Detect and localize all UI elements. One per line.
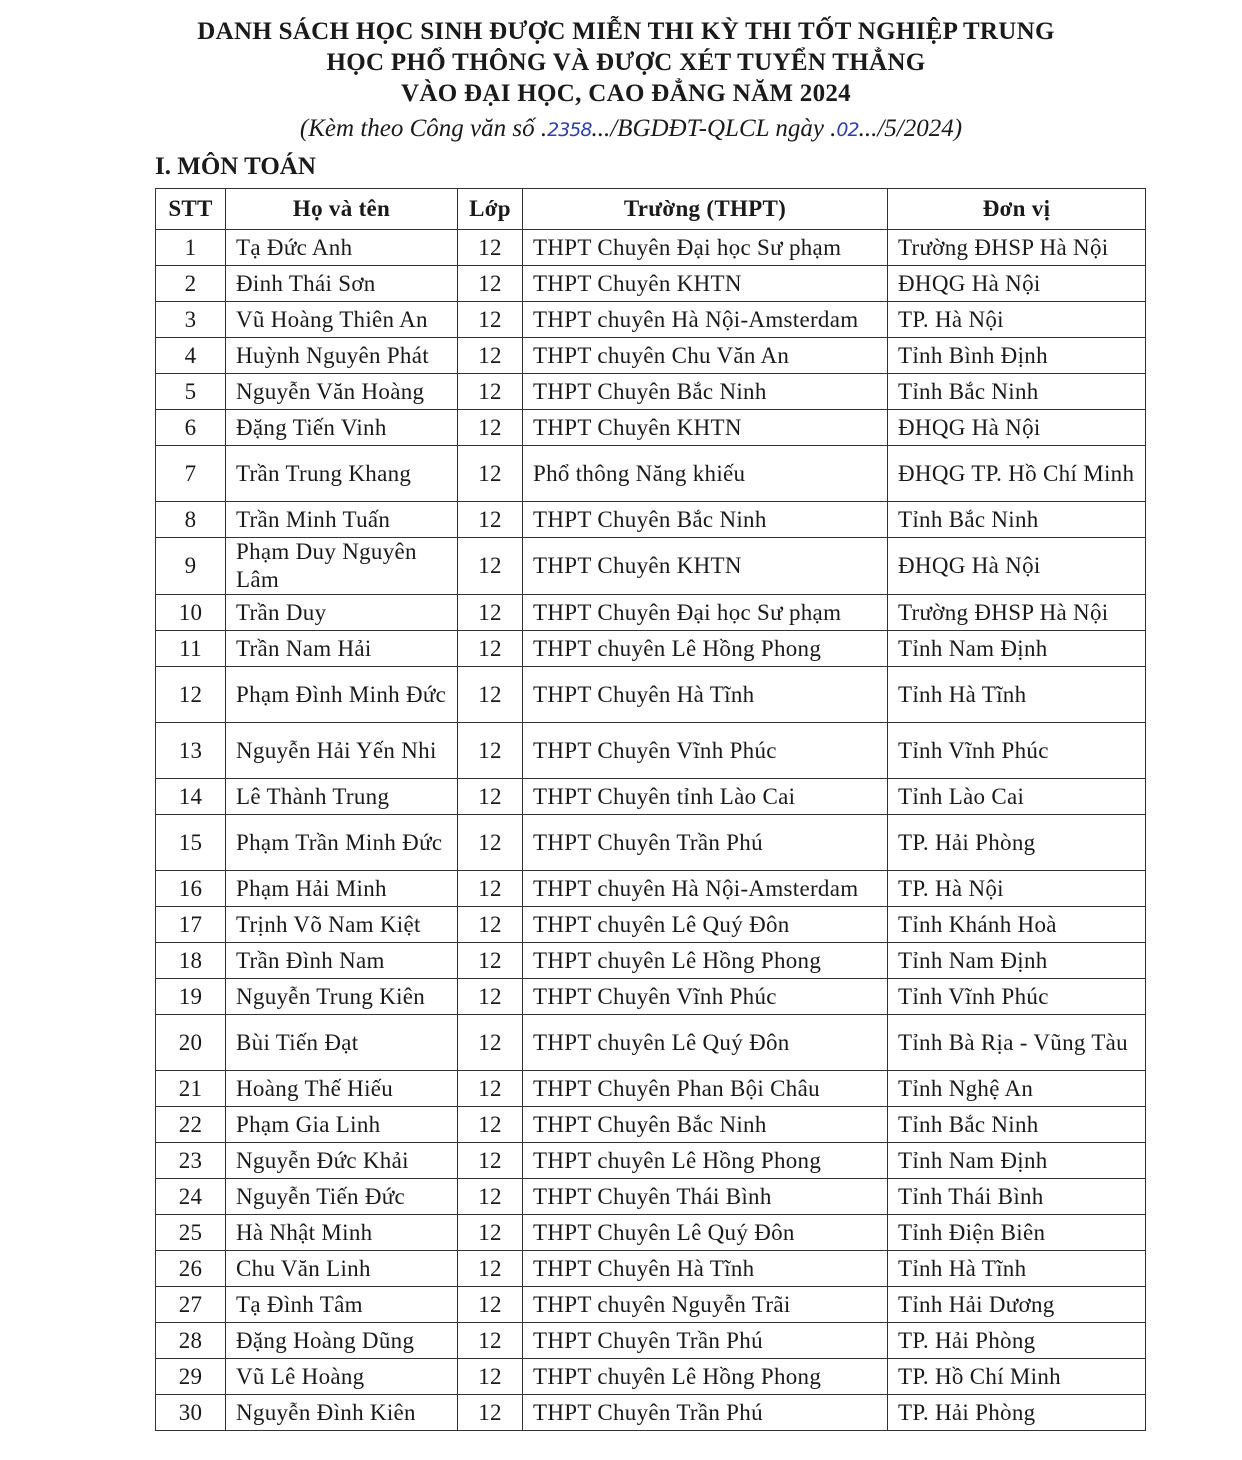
cell-unit: Tỉnh Khánh Hoà [888,907,1146,943]
header-unit: Đơn vị [888,189,1146,230]
cell-school: THPT Chuyên Trần Phú [523,1323,888,1359]
handwritten-doc-number: 2358 [547,119,592,141]
cell-school: THPT Chuyên Trần Phú [523,815,888,871]
header-stt: STT [156,189,226,230]
cell-name: Nguyễn Văn Hoàng [226,374,458,410]
cell-stt: 27 [156,1287,226,1323]
cell-unit: Tỉnh Bình Định [888,338,1146,374]
cell-unit: TP. Hà Nội [888,302,1146,338]
cell-stt: 21 [156,1071,226,1107]
cell-school: THPT Chuyên Đại học Sư phạm [523,230,888,266]
table-row [156,631,1146,667]
cell-unit: Trường ĐHSP Hà Nội [888,230,1146,266]
table-row [156,907,1146,943]
cell-unit: ĐHQG Hà Nội [888,266,1146,302]
cell-grade: 12 [458,779,523,815]
cell-unit: Tỉnh Bà Rịa - Vũng Tàu [888,1015,1146,1071]
cell-school: THPT chuyên Hà Nội-Amsterdam [523,871,888,907]
cell-name: Trịnh Võ Nam Kiệt [226,907,458,943]
cell-stt: 22 [156,1107,226,1143]
cell-grade: 12 [458,815,523,871]
cell-stt: 3 [156,302,226,338]
cell-unit: TP. Hải Phòng [888,815,1146,871]
cell-stt: 9 [156,538,226,595]
table-row [156,1071,1146,1107]
cell-name: Lê Thành Trung [226,779,458,815]
cell-school: THPT Chuyên Thái Bình [523,1179,888,1215]
cell-unit: ĐHQG TP. Hồ Chí Minh [888,446,1146,502]
cell-stt: 7 [156,446,226,502]
header-school: Trường (THPT) [523,189,888,230]
cell-school: THPT chuyên Lê Hồng Phong [523,1143,888,1179]
title-line-2: HỌC PHỔ THÔNG VÀ ĐƯỢC XÉT TUYỂN THẲNG [326,49,926,76]
cell-name: Đặng Tiến Vinh [226,410,458,446]
cell-unit: Tỉnh Hà Tĩnh [888,667,1146,723]
cell-grade: 12 [458,1179,523,1215]
header-name: Họ và tên [226,189,458,230]
cell-grade: 12 [458,1359,523,1395]
cell-unit: Tỉnh Vĩnh Phúc [888,723,1146,779]
cell-grade: 12 [458,943,523,979]
cell-school: THPT Chuyên Bắc Ninh [523,502,888,538]
table-row [156,502,1146,538]
table-row [156,302,1146,338]
cell-school: THPT chuyên Lê Hồng Phong [523,1359,888,1395]
cell-grade: 12 [458,1071,523,1107]
cell-unit: ĐHQG Hà Nội [888,410,1146,446]
cell-school: THPT chuyên Lê Quý Đôn [523,907,888,943]
cell-name: Phạm Gia Linh [226,1107,458,1143]
cell-grade: 12 [458,631,523,667]
cell-school: THPT Chuyên KHTN [523,538,888,595]
cell-name: Phạm Đình Minh Đức [226,667,458,723]
cell-school: THPT chuyên Lê Hồng Phong [523,631,888,667]
cell-stt: 23 [156,1143,226,1179]
cell-unit: Tỉnh Bắc Ninh [888,502,1146,538]
cell-stt: 14 [156,779,226,815]
cell-unit: TP. Hải Phòng [888,1395,1146,1431]
table-header-row [156,189,1146,230]
title-line-1: DANH SÁCH HỌC SINH ĐƯỢC MIỄN THI KỲ THI TỐT NGHIỆP TRUNG [197,18,1055,45]
subtitle-prefix: (Kèm theo Công văn số . [299,115,548,142]
cell-unit: Tỉnh Nam Định [888,631,1146,667]
cell-grade: 12 [458,410,523,446]
table-row [156,1287,1146,1323]
student-table [155,188,1146,1431]
cell-name: Vũ Hoàng Thiên An [226,302,458,338]
cell-school: THPT chuyên Chu Văn An [523,338,888,374]
cell-stt: 2 [156,266,226,302]
cell-school: THPT chuyên Lê Hồng Phong [523,943,888,979]
cell-grade: 12 [458,723,523,779]
cell-unit: Tỉnh Nam Định [888,1143,1146,1179]
cell-school: THPT Chuyên KHTN [523,266,888,302]
cell-stt: 26 [156,1251,226,1287]
cell-grade: 12 [458,1107,523,1143]
cell-name: Trần Minh Tuấn [226,502,458,538]
cell-school: THPT Chuyên Vĩnh Phúc [523,979,888,1015]
cell-name: Huỳnh Nguyên Phát [226,338,458,374]
table-body [156,230,1146,1431]
cell-unit: Tỉnh Điện Biên [888,1215,1146,1251]
cell-stt: 28 [156,1323,226,1359]
cell-stt: 5 [156,374,226,410]
handwritten-day: 02 [836,119,859,141]
cell-grade: 12 [458,1015,523,1071]
cell-unit: Tỉnh Bắc Ninh [888,1107,1146,1143]
cell-grade: 12 [458,979,523,1015]
table-row [156,410,1146,446]
table-row [156,1107,1146,1143]
cell-name: Trần Đình Nam [226,943,458,979]
cell-grade: 12 [458,374,523,410]
cell-grade: 12 [458,230,523,266]
table-row [156,1323,1146,1359]
cell-stt: 17 [156,907,226,943]
document-title [0,16,1242,109]
table-row [156,871,1146,907]
cell-unit: TP. Hải Phòng [888,1323,1146,1359]
cell-stt: 4 [156,338,226,374]
table-row [156,1359,1146,1395]
cell-unit: Tỉnh Nam Định [888,943,1146,979]
cell-grade: 12 [458,502,523,538]
table-row [156,1015,1146,1071]
cell-name: Tạ Đức Anh [226,230,458,266]
table-row [156,595,1146,631]
cell-school: THPT Chuyên Hà Tĩnh [523,667,888,723]
cell-grade: 12 [458,1287,523,1323]
table-row [156,266,1146,302]
cell-school: THPT Chuyên Phan Bội Châu [523,1071,888,1107]
cell-unit: Tỉnh Hà Tĩnh [888,1251,1146,1287]
cell-name: Nguyễn Tiến Đức [226,1179,458,1215]
cell-stt: 10 [156,595,226,631]
cell-stt: 15 [156,815,226,871]
cell-stt: 30 [156,1395,226,1431]
cell-grade: 12 [458,871,523,907]
cell-grade: 12 [458,538,523,595]
cell-grade: 12 [458,1143,523,1179]
cell-unit: Tỉnh Vĩnh Phúc [888,979,1146,1015]
cell-school: THPT Chuyên Vĩnh Phúc [523,723,888,779]
table-row [156,538,1146,595]
cell-grade: 12 [458,1323,523,1359]
cell-unit: ĐHQG Hà Nội [888,538,1146,595]
cell-unit: Trường ĐHSP Hà Nội [888,595,1146,631]
cell-stt: 1 [156,230,226,266]
cell-grade: 12 [458,907,523,943]
cell-school: THPT Chuyên Hà Tĩnh [523,1251,888,1287]
cell-name: Trần Duy [226,595,458,631]
table-row [156,779,1146,815]
cell-name: Phạm Hải Minh [226,871,458,907]
cell-school: THPT Chuyên Bắc Ninh [523,374,888,410]
cell-name: Chu Văn Linh [226,1251,458,1287]
cell-stt: 29 [156,1359,226,1395]
cell-stt: 18 [156,943,226,979]
table-row [156,1143,1146,1179]
cell-school: THPT Chuyên Bắc Ninh [523,1107,888,1143]
cell-name: Hà Nhật Minh [226,1215,458,1251]
cell-stt: 25 [156,1215,226,1251]
cell-unit: Tỉnh Hải Dương [888,1287,1146,1323]
table-row [156,667,1146,723]
cell-name: Vũ Lê Hoàng [226,1359,458,1395]
cell-unit: Tỉnh Lào Cai [888,779,1146,815]
cell-school: THPT Chuyên tỉnh Lào Cai [523,779,888,815]
cell-school: THPT chuyên Nguyễn Trãi [523,1287,888,1323]
cell-name: Đặng Hoàng Dũng [226,1323,458,1359]
cell-name: Trần Nam Hải [226,631,458,667]
cell-unit: Tỉnh Nghệ An [888,1071,1146,1107]
table-row [156,446,1146,502]
cell-grade: 12 [458,338,523,374]
subtitle-suffix: .../5/2024) [858,115,963,142]
cell-unit: Tỉnh Thái Bình [888,1179,1146,1215]
table-row [156,374,1146,410]
cell-grade: 12 [458,667,523,723]
cell-school: THPT Chuyên KHTN [523,410,888,446]
cell-unit: Tỉnh Bắc Ninh [888,374,1146,410]
cell-name: Phạm Duy Nguyên Lâm [226,538,458,595]
cell-unit: TP. Hồ Chí Minh [888,1359,1146,1395]
table-row [156,723,1146,779]
cell-name: Bùi Tiến Đạt [226,1015,458,1071]
cell-name: Trần Trung Khang [226,446,458,502]
table-row [156,338,1146,374]
cell-stt: 6 [156,410,226,446]
cell-name: Phạm Trần Minh Đức [226,815,458,871]
cell-name: Đinh Thái Sơn [226,266,458,302]
cell-stt: 11 [156,631,226,667]
table-row [156,1215,1146,1251]
cell-grade: 12 [458,446,523,502]
title-line-3: VÀO ĐẠI HỌC, CAO ĐẲNG NĂM 2024 [401,80,851,107]
cell-grade: 12 [458,595,523,631]
cell-stt: 16 [156,871,226,907]
section-title: I. MÔN TOÁN [155,153,316,180]
cell-grade: 12 [458,302,523,338]
cell-school: THPT Chuyên Lê Quý Đôn [523,1215,888,1251]
table-row [156,1395,1146,1431]
cell-name: Hoàng Thế Hiếu [226,1071,458,1107]
document-subtitle [0,113,1242,146]
table-row [156,979,1146,1015]
cell-name: Tạ Đình Tâm [226,1287,458,1323]
cell-stt: 24 [156,1179,226,1215]
table-row [156,1179,1146,1215]
cell-name: Nguyễn Trung Kiên [226,979,458,1015]
cell-school: THPT chuyên Lê Quý Đôn [523,1015,888,1071]
cell-name: Nguyễn Đức Khải [226,1143,458,1179]
cell-grade: 12 [458,1215,523,1251]
table-row [156,815,1146,871]
cell-name: Nguyễn Đình Kiên [226,1395,458,1431]
subtitle-middle: .../BGDĐT-QLCL ngày . [591,115,837,142]
cell-stt: 13 [156,723,226,779]
table-row [156,230,1146,266]
cell-grade: 12 [458,1395,523,1431]
table-row [156,1251,1146,1287]
cell-school: THPT chuyên Hà Nội-Amsterdam [523,302,888,338]
cell-stt: 8 [156,502,226,538]
cell-unit: TP. Hà Nội [888,871,1146,907]
cell-grade: 12 [458,266,523,302]
cell-school: Phổ thông Năng khiếu [523,446,888,502]
cell-school: THPT Chuyên Trần Phú [523,1395,888,1431]
cell-school: THPT Chuyên Đại học Sư phạm [523,595,888,631]
cell-stt: 20 [156,1015,226,1071]
cell-grade: 12 [458,1251,523,1287]
cell-name: Nguyễn Hải Yến Nhi [226,723,458,779]
table-row [156,943,1146,979]
header-grade: Lớp [458,189,523,230]
cell-stt: 19 [156,979,226,1015]
cell-stt: 12 [156,667,226,723]
